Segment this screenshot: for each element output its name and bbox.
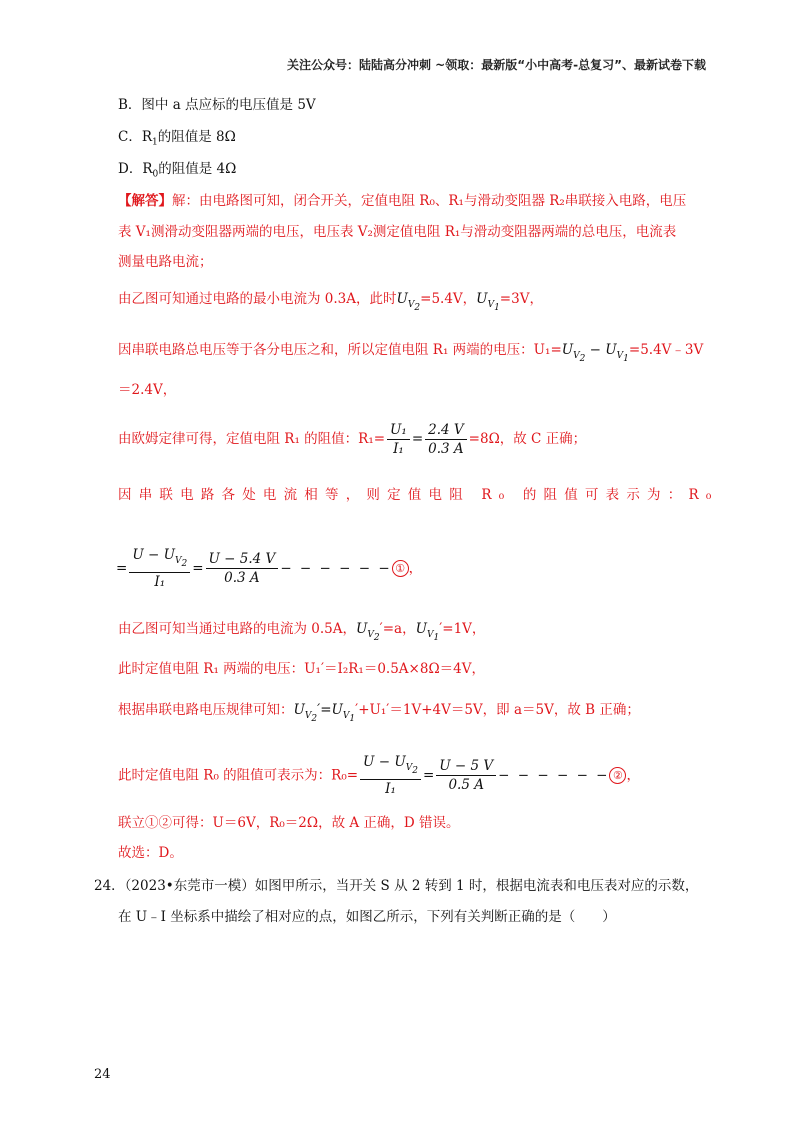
answer-line-1: 【解答】解：由电路图可知，闭合开关，定值电阻 R₀、R₁与滑动变阻器 R₂串联接入电路，电压 — [118, 193, 687, 209]
question-24-line-1: 24．（2023•东莞市一模）如图甲所示，当开关 S 从 2 转到 1 时，根据电流表和电压表对应的示数， — [94, 878, 699, 894]
answer-line-15: 故选：D。 — [118, 845, 183, 861]
answer-line-11: 此时定值电阻 R₁ 两端的电压：U₁′＝I₂R₁＝0.5A×8Ω＝4V， — [118, 661, 485, 677]
answer-line-3: 测量电路电流； — [118, 254, 213, 270]
fraction-u1-i1: $\frac{\text{U₁}}{\text{I₁}}$ — [387, 421, 410, 458]
fraction-r0-value-2: $\frac{U - 5 V}{0.5 A}$ — [436, 757, 496, 794]
answer-line-2: 表 V₁测滑动变阻器两端的电压，电压表 V₂测定值电阻 R₁与滑动变阻器两端的总电压，电流表 — [118, 224, 677, 240]
question-24-line-2: 在 U﹣I 坐标系中描绘了相对应的点，如图乙所示，下列有关判断正确的是（ ） — [118, 909, 616, 925]
answer-line-7: 由欧姆定律可得，定值电阻 R₁ 的阻值：R₁= $\frac{\text{U₁}}{\text{I₁}}$ = $\frac{2.4 V}{0.3 A}$ =8Ω，故 C 正确； — [118, 422, 587, 457]
answer-line-8: 因串联电路各处电流相等，则定值电阻 R₀ 的阻值可表示为：R₀ — [118, 487, 719, 503]
answer-line-9: = $\frac{U - U_{V_2}}{\text{I₁}}$ = $\frac{U - 5.4 V}{0.3 A}$ − − − − − − ① ， — [116, 547, 423, 591]
page-number: 24 — [94, 1067, 111, 1082]
fraction-r0-expr-2: $\frac{U - U_{V_2}}{\text{I₁}}$ — [360, 753, 421, 798]
answer-tag: 【解答】 — [118, 193, 172, 209]
answer-line-6: ＝2.4V， — [118, 382, 177, 398]
answer-line-14: 联立①②可得：U＝6V，R₀＝2Ω，故 A 正确，D 错误。 — [118, 815, 460, 831]
answer-line-12: 根据串联电路电压规律可知：$U_{V_2}'=U_{V_1}'+U_1'=1V+4V=5V$，即 a＝5V，故 B 正确； — [118, 702, 640, 724]
fraction-24-03: $\frac{2.4 V}{0.3 A}$ — [425, 421, 467, 458]
option-c: C．$R_1$的阻值是 8Ω — [118, 129, 236, 148]
fraction-r0-value-1: $\frac{U - 5.4 V}{0.3 A}$ — [206, 550, 279, 587]
circled-two: ② — [609, 767, 626, 784]
fraction-r0-expr: $\frac{U - U_{V_2}}{\text{I₁}}$ — [129, 546, 190, 591]
circled-one: ① — [392, 560, 409, 577]
answer-line-13: 此时定值电阻 R₀ 的阻值可表示为：R₀= $\frac{U - U_{V_2}}{\text{I₁}}$ = $\frac{U - 5 V}{0.5 A}$ − − − − − − ② ， — [118, 754, 640, 798]
answer-line-4: 由乙图可知通过电路的最小电流为 0.3A，此时$U_{V_2}=5.4V$，$U_{V_1}=3V$， — [118, 291, 543, 313]
option-d: D．$R_0$的阻值是 4Ω — [118, 161, 237, 180]
answer-line-5: 因串联电路总电压等于各分电压之和，所以定值电阻 R₁ 两端的电压：$U_1=U_{V_2}$ − $U_{V_1}=5.4V﹣3V$ — [118, 342, 704, 364]
answer-line-10: 由乙图可知当通过电路的电流为 0.5A，$U_{V_2}'=a$，$U_{V_1}'=1V$， — [118, 621, 486, 643]
option-b: B．图中 a 点应标的电压值是 5V — [118, 97, 316, 113]
page-header: 关注公众号：陆陆高分冲刺 ~领取：最新版“小中高考-总复习”、最新试卷下载 — [287, 58, 706, 72]
